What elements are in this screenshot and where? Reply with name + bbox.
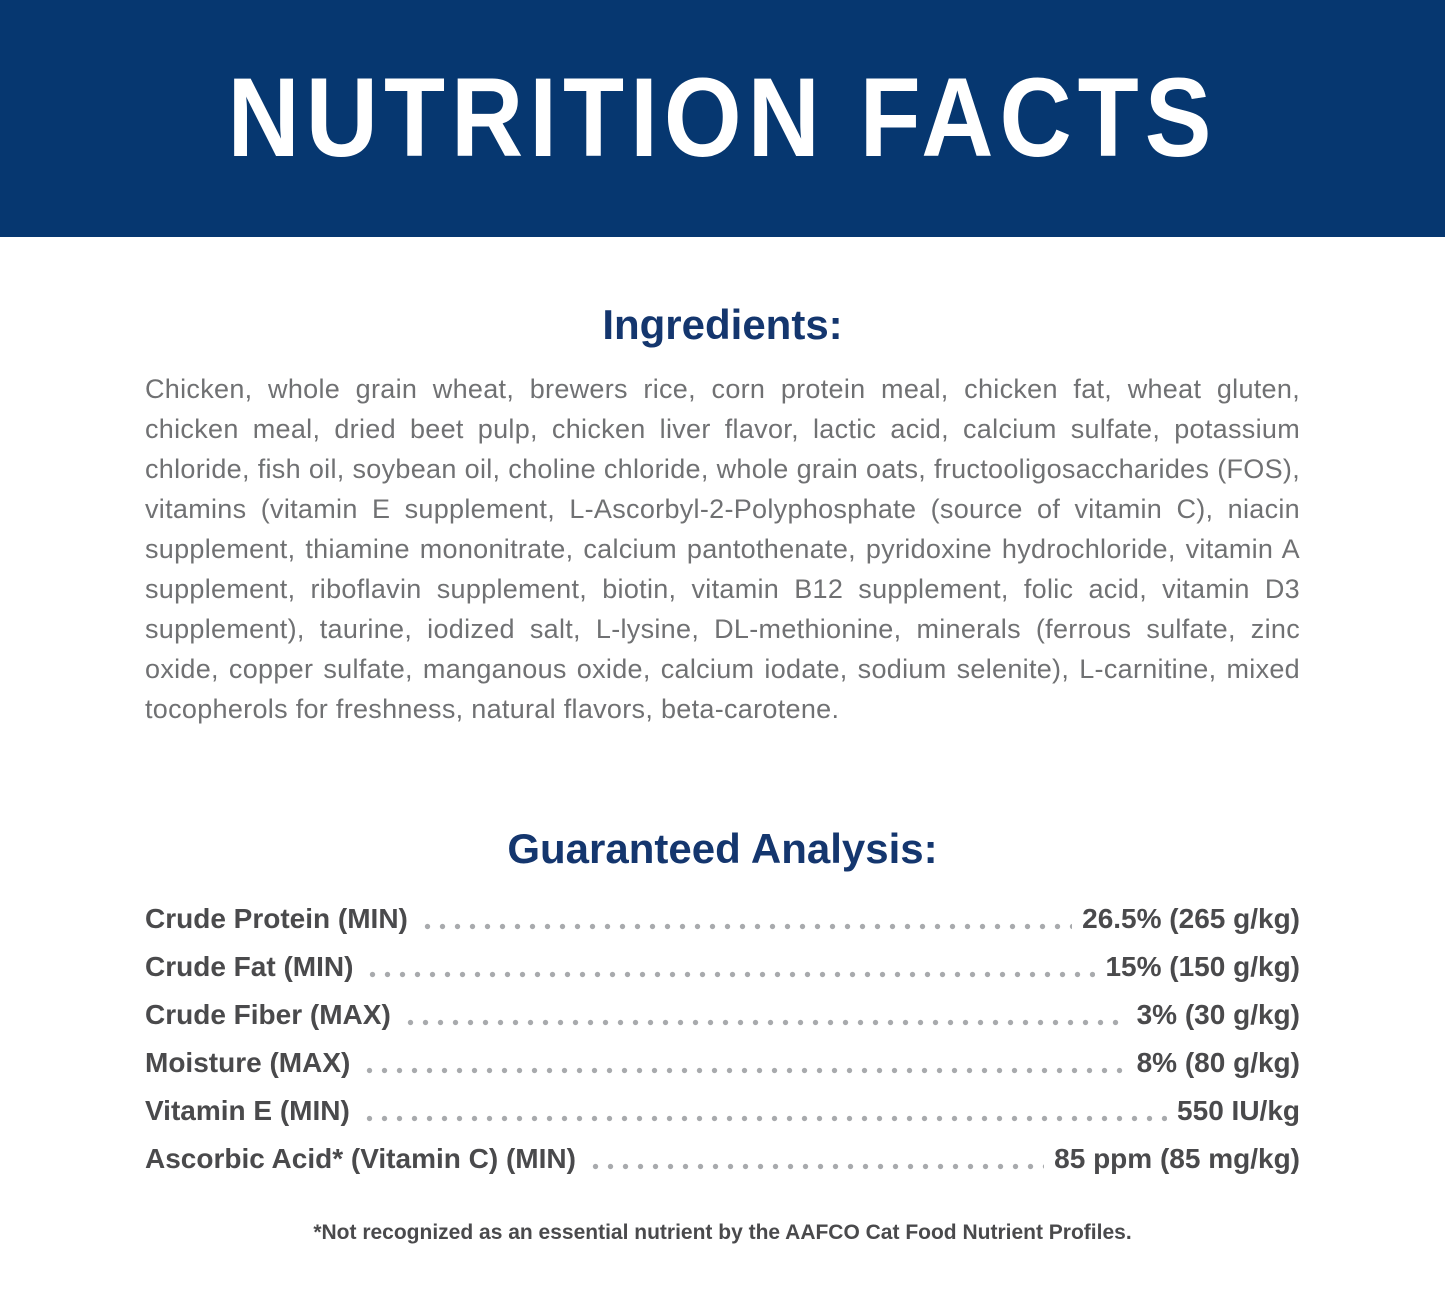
analysis-row [145,905,1300,933]
analysis-row [145,1049,1300,1077]
dotted-leader [362,1115,1167,1122]
analysis-row-label: Moisture (MAX) [145,1047,351,1078]
ingredients-text: Chicken, whole grain wheat, brewers rice, corn protein meal, chicken fat, wheat gluten, chicken meal, dried beet pulp, chicken liver flavor, lactic acid, calcium sulfate, potassium chloride, fish oil, soybean oil, choline chloride, whole grain oats, fructooligosaccharides (FOS), vitamins (vitamin E supplement, L-Ascorbyl-2-Polyphosphate (source of vitamin C), niacin supplement, thiamine mononitrate, calcium pantothenate, pyridoxine hydrochloride, vitamin A supplement, riboflavin supplement, biotin, vitamin B12 supplement, folic acid, vitamin D3 supplement), taurine, iodized salt, L-lysine, DL-methionine, minerals (ferrous sulfate, zinc oxide, copper sulfate, manganous oxide, calcium iodate, sodium selenite), L-carnitine, mixed tocopherols for freshness, natural flavors, beta-carotene. [145,374,1300,724]
analysis-row-value: 15% (150 g/kg) [1105,951,1300,982]
footnote: *Not recognized as an essential nutrient by the AAFCO Cat Food Nutrient Profiles. [313,1221,1132,1244]
dotted-leader [588,1163,1044,1170]
banner [0,0,1445,237]
analysis-row-label: Crude Fiber (MAX) [145,999,391,1030]
analysis-row [145,1097,1300,1125]
analysis-row-label: Vitamin E (MIN) [145,1095,350,1126]
analysis-row [145,1001,1300,1029]
analysis-row-label: Crude Protein (MIN) [145,903,408,934]
analysis-row-value: 8% (80 g/kg) [1136,1047,1300,1078]
dotted-leader [362,1067,1126,1074]
analysis-row-label: Crude Fat (MIN) [145,951,354,982]
analysis-row [145,953,1300,981]
guaranteed-analysis-heading: Guaranteed Analysis: [507,825,938,872]
dotted-leader [365,971,1095,978]
page-title: NUTRITION FACTS [227,55,1218,181]
analysis-row-value: 26.5% (265 g/kg) [1082,903,1300,934]
analysis-table [145,905,1300,1173]
dotted-leader [420,923,1072,930]
analysis-row [145,1145,1300,1173]
dotted-leader [403,1019,1127,1026]
analysis-row-value: 550 IU/kg [1177,1095,1300,1126]
analysis-row-value: 85 ppm (85 mg/kg) [1054,1143,1300,1174]
ingredients-heading: Ingredients: [602,301,843,348]
label-content [0,237,1445,1245]
analysis-row-value: 3% (30 g/kg) [1136,999,1300,1030]
analysis-row-label: Ascorbic Acid* (Vitamin C) (MIN) [145,1143,576,1174]
